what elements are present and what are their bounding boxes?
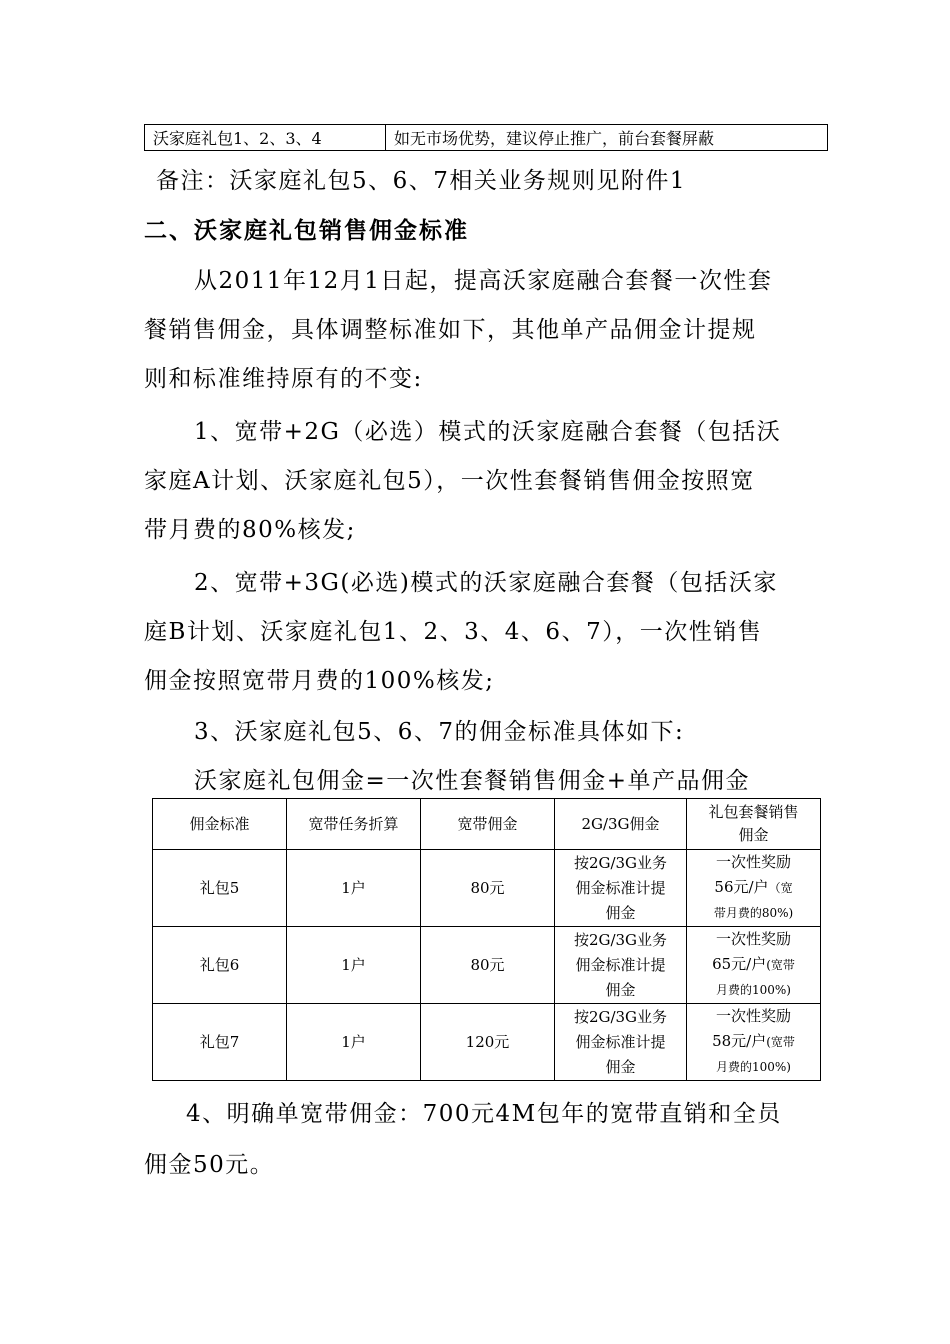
intro-line-2: 餐销售佣金，具体调整标准如下，其他单产品佣金计提规 (144, 317, 757, 343)
item1-line-3: 带月费的80%核发; (144, 517, 356, 543)
package-name: 礼包6 (153, 927, 287, 1004)
item4-line-1: 4、明确单宽带佣金：700元4M包年的宽带直销和全员 (186, 1101, 782, 1127)
header-2g3g-commission: 2G/3G佣金 (555, 799, 687, 850)
package-name: 礼包5 (153, 850, 287, 927)
task-count: 1户 (287, 850, 421, 927)
table-header-row (153, 799, 821, 850)
policy-cell: 如无市场优势，建议停止推广，前台套餐屏蔽 (386, 125, 828, 151)
task-count: 1户 (287, 927, 421, 1004)
broadband-commission: 80元 (421, 850, 555, 927)
item3-text: 3、沃家庭礼包5、6、7的佣金标准具体如下: (194, 719, 685, 745)
broadband-commission: 120元 (421, 1004, 555, 1081)
header-commission-standard: 佣金标准 (153, 799, 287, 850)
task-count: 1户 (287, 1004, 421, 1081)
intro-line-3: 则和标准维持原有的不变: (144, 366, 423, 392)
package-commission: 一次性奖励 65元/户(宽带 月费的100%) (687, 927, 821, 1004)
item2-line-1: 2、宽带+3G(必选)模式的沃家庭融合套餐（包括沃家 (194, 570, 778, 596)
table-row (153, 1004, 821, 1081)
g-commission: 按2G/3G业务 佣金标准计提 佣金 (555, 1004, 687, 1081)
note-text: 备注：沃家庭礼包5、6、7相关业务规则见附件1 (156, 168, 687, 194)
table-row (153, 850, 821, 927)
package-commission: 一次性奖励 56元/户（宽 带月费的80%) (687, 850, 821, 927)
item1-line-1: 1、宽带+2G（必选）模式的沃家庭融合套餐（包括沃 (194, 419, 782, 445)
header-broadband-commission: 宽带佣金 (421, 799, 555, 850)
g-commission: 按2G/3G业务 佣金标准计提 佣金 (555, 850, 687, 927)
item2-line-3: 佣金按照宽带月费的100%核发; (144, 668, 495, 694)
header-broadband-task: 宽带任务折算 (287, 799, 421, 850)
item1-line-2: 家庭A计划、沃家庭礼包5），一次性套餐销售佣金按照宽 (144, 468, 755, 494)
header-package-sales-commission: 礼包套餐销售 佣金 (687, 799, 821, 850)
package-policy-table (144, 124, 828, 151)
package-commission: 一次性奖励 58元/户(宽带 月费的100%) (687, 1004, 821, 1081)
item4-line-2: 佣金50元。 (144, 1152, 275, 1178)
g-commission: 按2G/3G业务 佣金标准计提 佣金 (555, 927, 687, 1004)
section-heading: 二、沃家庭礼包销售佣金标准 (144, 217, 469, 244)
commission-table (152, 798, 821, 1081)
formula-text: 沃家庭礼包佣金=一次性套餐销售佣金+单产品佣金 (194, 768, 751, 794)
package-name: 礼包7 (153, 1004, 287, 1081)
item2-line-2: 庭B计划、沃家庭礼包1、2、3、4、6、7），一次性销售 (144, 619, 763, 645)
table-row (153, 927, 821, 1004)
table-row (145, 125, 828, 151)
package-name-cell: 沃家庭礼包1、2、3、4 (145, 125, 386, 151)
intro-line-1: 从2011年12月1日起，提高沃家庭融合套餐一次性套 (194, 268, 773, 294)
broadband-commission: 80元 (421, 927, 555, 1004)
